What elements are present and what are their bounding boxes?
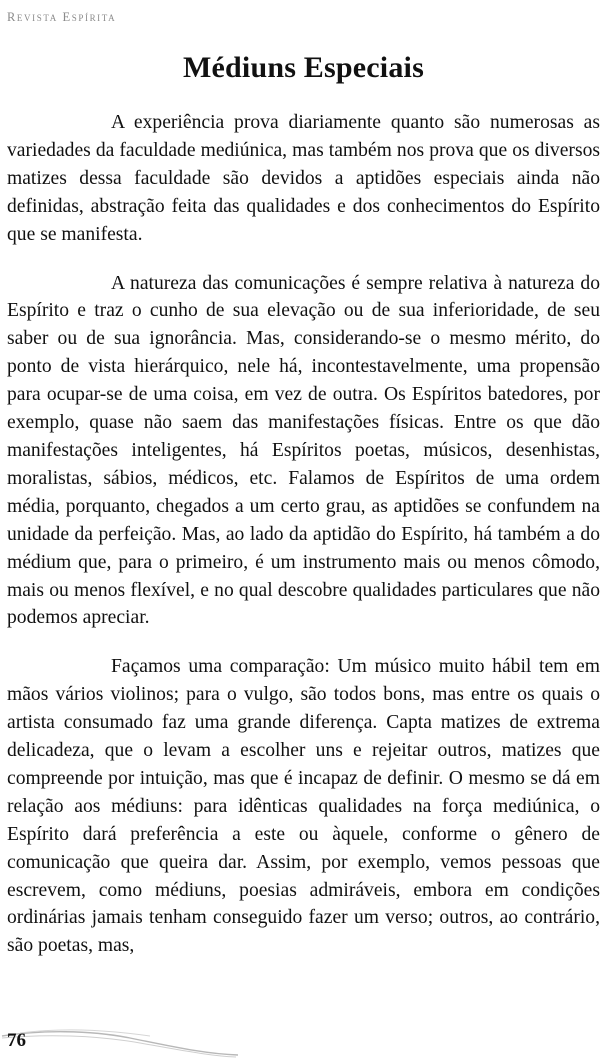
page-number: 76 — [7, 1030, 26, 1051]
article-title: Médiuns Especiais — [183, 51, 424, 84]
article-body — [7, 109, 600, 981]
paragraph: A natureza das comunicações é sempre relativa à natureza do Espírito e traz o cunho de sua elevação ou de sua inferioridade, de seu saber ou de sua ignorância. Mas, considerando-se o mesmo mérito, do ponto de vista hierárquico, nele há, incontestavelmente, uma propensão para ocupar-se de uma coisa, em vez de outra. Os Espíritos batedores, por exemplo, quase não saem das manifestações físicas. Entre os que dão manifestações inteligentes, há Espíritos poetas, músicos, desenhistas, moralistas, sábios, médicos, etc. Falamos de Espíritos de uma ordem média, porquanto, chegados a um certo grau, as aptidões se confundem na unidade da perfeição. Mas, ao lado da aptidão do Espírito, há também a do médium que, para o primeiro, é um instrumento mais ou menos cômodo, mais ou menos flexível, e no qual descobre qualidades particulares que não podemos apreciar. — [7, 272, 600, 629]
paragraph: Façamos uma comparação: Um músico muito hábil tem em mãos vários violinos; para o vulgo, são todos bons, mas entre os quais o artista consumado faz uma grande diferença. Capta matizes de extrema delicadeza, que o levam a escolher uns e rejeitar outros, matizes que compreende por intuição, mas que é incapaz de definir. O mesmo se dá em relação aos médiuns: para idênticas qualidades na força mediúnica, o Espírito dará preferência a este ou àquele, conforme o gênero de comunicação que queira dar. Assim, por exemplo, vemos pessoas que escrevem, como médiuns, poesias admiráveis, embora em condições ordinárias jamais tenham conseguido fazer um verso; outros, ao contrário, são poetas, mas, — [7, 656, 600, 957]
paragraph: A experiência prova diariamente quanto são numerosas as variedades da faculdade mediúnica, mas também nos prova que os diversos matizes dessa faculdade são devidos a aptidões especiais ainda não definidas, abstração feita das qualidades e dos conhecimentos do Espírito que se manifesta. — [7, 112, 600, 245]
running-header: Revista Espírita — [7, 10, 117, 24]
footer-swoosh-ornament — [0, 1024, 240, 1059]
